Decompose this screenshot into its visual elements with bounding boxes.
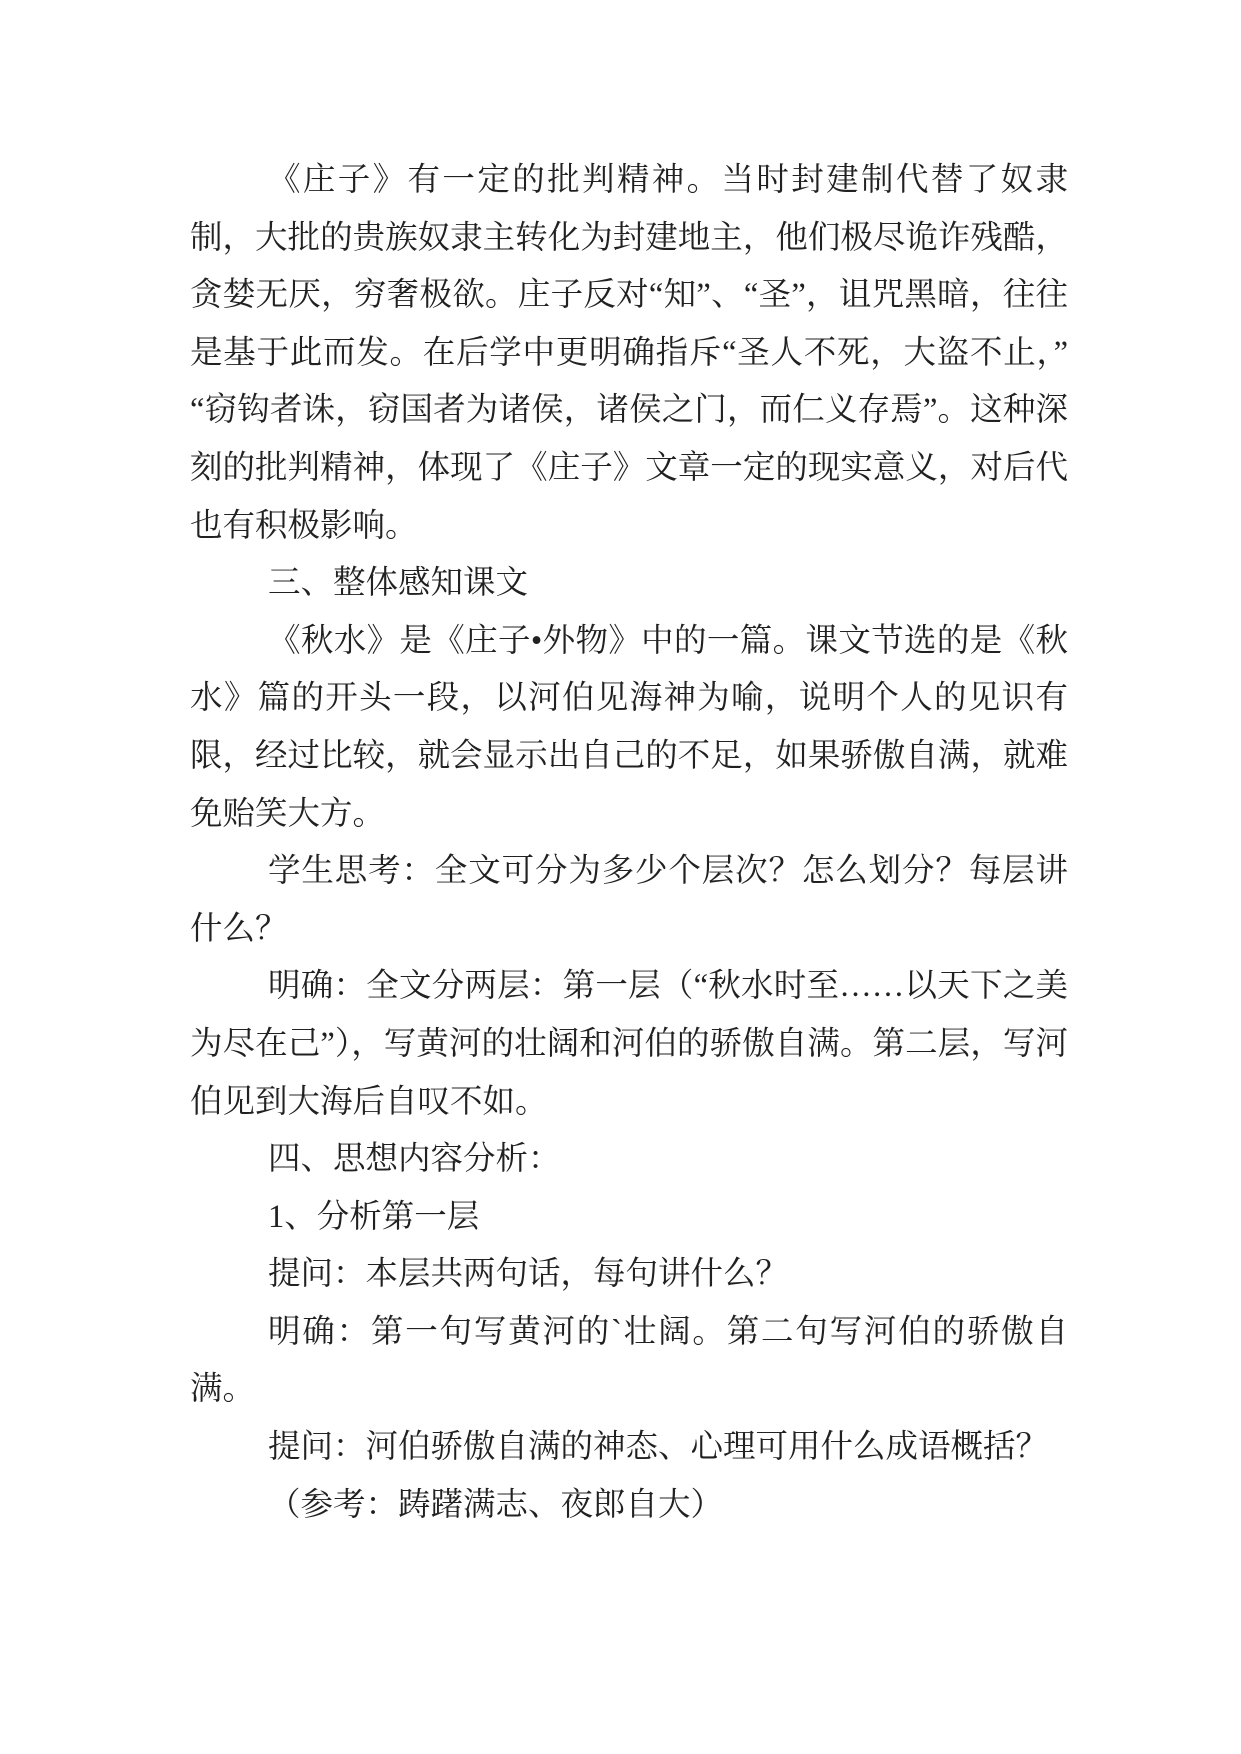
para-student-thinking-question: 学生思考：全文可分为多少个层次？怎么划分？每层讲什么？ bbox=[190, 853, 1068, 947]
heading-section-four-content-analysis: 四、思想内容分析： bbox=[268, 1141, 561, 1178]
para-clarify-sentence-meanings: 明确：第一句写黄河的`壮阔。第二句写河伯的骄傲自满。 bbox=[190, 1313, 1068, 1408]
para-analyze-first-layer: 1、分析第一层 bbox=[268, 1198, 480, 1235]
para-reference-answer: （参考：踌躇满志、夜郎自大） bbox=[268, 1486, 724, 1523]
para-question-two-sentences: 提问：本层共两句话，每句讲什么？ bbox=[268, 1256, 789, 1293]
para-zhuangzi-critical-spirit: 《庄子》有一定的批判精神。当时封建制代替了奴隶制，大批的贵族奴隶主转化为封建地主，他们极尽诡诈残酷，贪婪无厌，穷奢极欲。庄子反对“知”、“圣”，诅咒黑暗，往往是基于此而发。在后学中更明确指斥“圣人不死，大盗不止，”“窃钩者诛，窃国者为诸侯，诸侯之门，而仁义存焉”。这种深刻的批判精神，体现了《庄子》文章一定的现实意义，对后代也有积极影响。 bbox=[190, 162, 1068, 544]
para-clarify-two-layers: 明确：全文分两层：第一层（“秋水时至……以天下之美为尽在己”），写黄河的壮阔和河伯的骄傲自满。第二层，写河伯见到大海后自叹不如。 bbox=[190, 968, 1068, 1120]
para-question-idiom: 提问：河伯骄傲自满的神态、心理可用什么成语概括？ bbox=[268, 1429, 1049, 1466]
document-body bbox=[190, 152, 1068, 1534]
para-qiushui-summary: 《秋水》是《庄子•外物》中的一篇。课文节选的是《秋水》篇的开头一段，以河伯见海神为喻，说明个人的见识有限，经过比较，就会显示出自己的不足，如果骄傲自满，就难免贻笑大方。 bbox=[190, 622, 1068, 832]
heading-section-three-overall-perception: 三、整体感知课文 bbox=[268, 565, 529, 602]
